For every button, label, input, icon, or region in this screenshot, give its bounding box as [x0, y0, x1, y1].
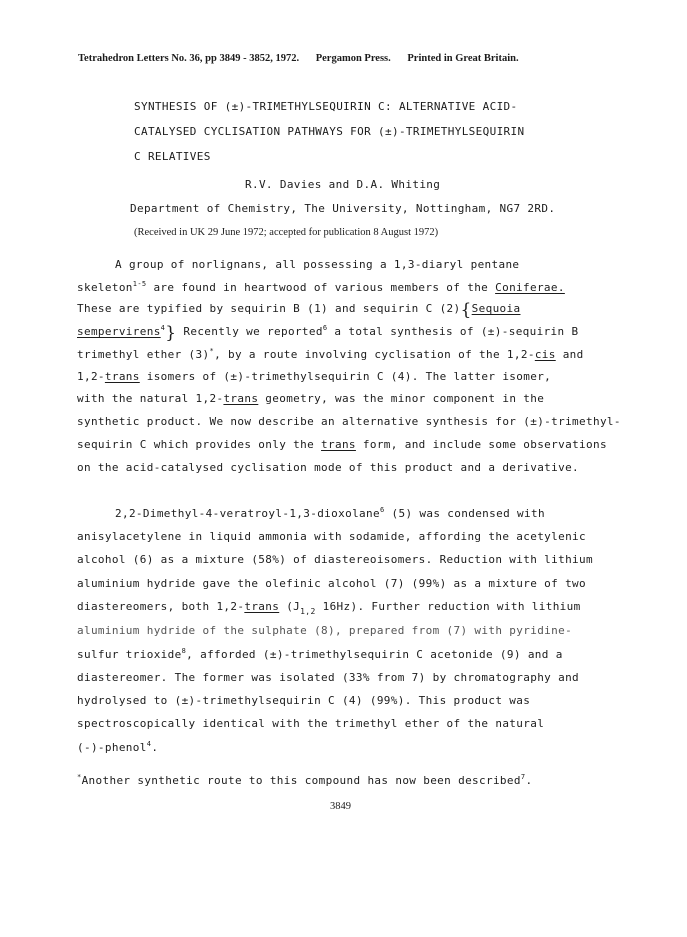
p1-line-3: These are typified by sequirin B (1) and sequirin C (2){Sequoia: [77, 300, 521, 320]
p1-line-7: with the natural 1,2-trans geometry, was the minor component in the: [77, 392, 545, 405]
affiliation: Department of Chemistry, The University, Nottingham, NG7 2RD.: [130, 202, 556, 215]
p1-line-9: sequirin C which provides only the trans form, and include some observations: [77, 438, 607, 451]
article-title-line-2: CATALYSED CYCLISATION PATHWAYS FOR (±)-TRIMETHYLSEQUIRIN: [134, 125, 525, 138]
p1-line-4: sempervirens$^4$} Recently we reported$^6$ a total synthesis of (±)-sequirin B: [77, 323, 579, 343]
journal-citation: Tetrahedron Letters No. 36, pp 3849 - 3852, 1972.: [78, 53, 300, 64]
p1-line-8: synthetic product. We now describe an alternative synthesis for (±)-trimethyl-: [77, 415, 621, 428]
p1-line-10: on the acid-catalysed cyclisation mode of this product and a derivative.: [77, 461, 580, 474]
p2-line-6: aluminium hydride of the sulphate (8), prepared from (7) with pyridine-: [77, 624, 573, 637]
received-dates: (Received in UK 29 June 1972; accepted for publication 8 August 1972): [134, 227, 439, 238]
p2-line-2: anisylacetylene in liquid ammonia with sodamide, affording the acetylenic: [77, 530, 586, 543]
p2-line-10: spectroscopically identical with the trimethyl ether of the natural: [77, 717, 545, 730]
p2-line-9: hydrolysed to (±)-trimethylsequirin C (4) (99%). This product was: [77, 694, 531, 707]
p2-line-4: aluminium hydride gave the olefinic alcohol (7) (99%) as a mixture of two: [77, 577, 586, 590]
footnote: *Another synthetic route to this compound has now been described$^7$.: [77, 773, 533, 787]
running-header: [78, 53, 519, 64]
p1-line-6: 1,2-trans isomers of (±)-trimethylsequirin C (4). The latter isomer,: [77, 370, 552, 383]
p1-line-2: skeleton$^{1-5}$ are found in heartwood of various members of the Coniferae.: [77, 280, 565, 294]
p2-line-5: diastereomers, both 1,2-trans ($J_{1,2}$ 16Hz). Further reduction with lithium: [77, 600, 581, 616]
p2-line-11: (-)-phenol$^4$.: [77, 740, 159, 754]
p2-line-8: diastereomer. The former was isolated (33% from 7) by chromatography and: [77, 671, 580, 684]
article-title-line-3: C RELATIVES: [134, 150, 211, 163]
article-title-line-1: SYNTHESIS OF (±)-TRIMETHYLSEQUIRIN C: ALTERNATIVE ACID-: [134, 100, 518, 113]
p2-line-7: sulfur trioxide$^8$, afforded (±)-trimethylsequirin C acetonide (9) and a: [77, 647, 563, 661]
printed-location: Printed in Great Britain.: [407, 53, 519, 64]
p2-line-3: alcohol (6) as a mixture (58%) of diastereoisomers. Reduction with lithium: [77, 553, 593, 566]
p1-line-5: trimethyl ether (3)*, by a route involving cyclisation of the 1,2-cis and: [77, 347, 584, 361]
p1-line-1: A group of norlignans, all possessing a 1,3-diaryl pentane: [115, 258, 520, 271]
p2-line-1: 2,2-Dimethyl-4-veratroyl-1,3-dioxolane$^6$ (5) was condensed with: [115, 506, 545, 520]
footnote-marker: *: [77, 773, 82, 781]
publisher: Pergamon Press.: [315, 53, 391, 64]
authors: R.V. Davies and D.A. Whiting: [245, 178, 441, 191]
page-number: 3849: [330, 801, 351, 812]
